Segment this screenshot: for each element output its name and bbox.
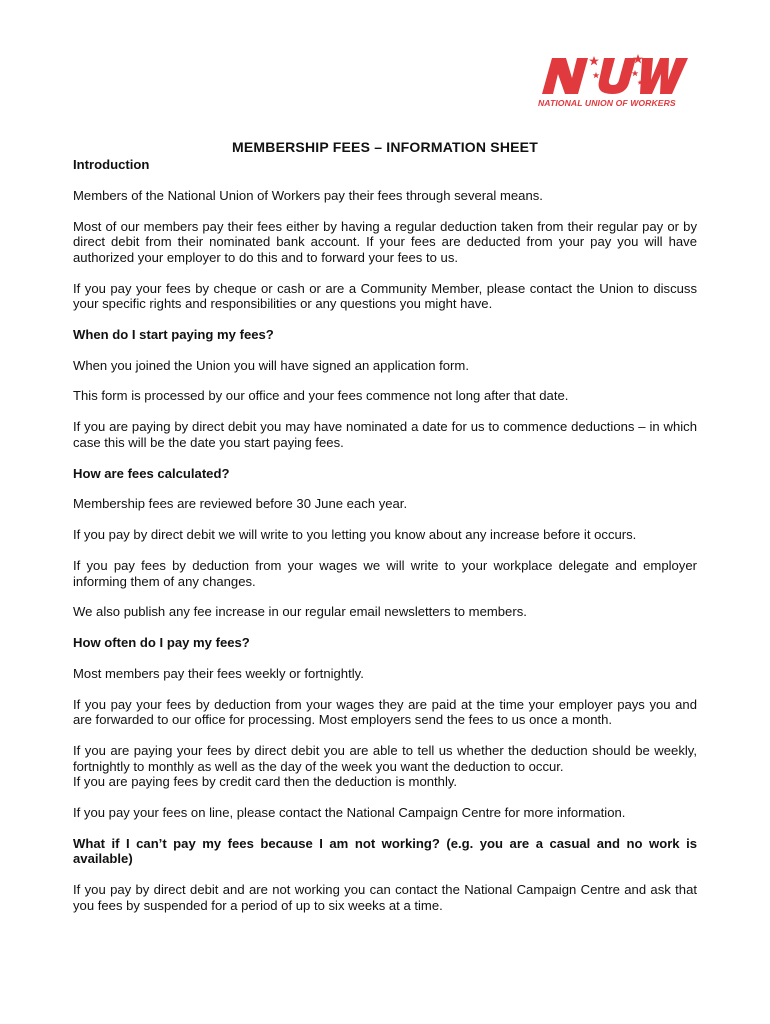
logo-subtitle: NATIONAL UNION OF WORKERS <box>538 98 676 108</box>
section-heading-when-start: When do I start paying my fees? <box>73 326 274 342</box>
paragraph: If you pay by direct debit and are not working you can contact the National Campaign Centre and ask that you fees by suspended for a period of up to six weeks at a time. <box>73 882 697 913</box>
paragraph: When you joined the Union you will have signed an application form. <box>73 357 469 373</box>
page-title: MEMBERSHIP FEES – INFORMATION SHEET <box>232 139 538 155</box>
nuw-logo <box>538 50 698 114</box>
section-heading-how-often: How often do I pay my fees? <box>73 635 250 651</box>
paragraph: If you pay your fees by cheque or cash or are a Community Member, please contact the Union to discuss your specific rights and responsibilities or any questions you might have. <box>73 280 697 312</box>
paragraph-line: If you are paying fees by credit card then the deduction is monthly. <box>73 774 458 790</box>
paragraph: Members of the National Union of Workers pay their fees through several means. <box>73 187 543 203</box>
paragraph: If you pay by direct debit we will write to you letting you know about any increase before it occurs. <box>73 527 637 543</box>
paragraph: If you pay your fees by deduction from your wages they are paid at the time your employer pays you and are forwarded to our office for processing. Most employers send the fees to us once a month. <box>73 696 697 728</box>
paragraph: Membership fees are reviewed before 30 June each year. <box>73 496 408 512</box>
section-heading-introduction: Introduction <box>73 157 150 172</box>
section-heading-how-calculated: How are fees calculated? <box>73 465 230 481</box>
paragraph-line: If you are paying your fees by direct debit you are able to tell us whether the deduction should be weekly, fortnightly to monthly as well as the day of the week you want the deduction to occur. <box>73 743 697 774</box>
paragraph: If you pay fees by deduction from your wages we will write to your workplace delegate and employer informing them of any changes. <box>73 557 697 589</box>
section-heading-cant-pay: What if I can’t pay my fees because I am not working? (e.g. you are a casual and no work is available) <box>73 835 697 867</box>
paragraph: If you pay your fees on line, please contact the National Campaign Centre for more information. <box>73 805 626 821</box>
nuw-logo-mark <box>538 50 698 98</box>
paragraph: This form is processed by our office and your fees commence not long after that date. <box>73 388 569 404</box>
paragraph: We also publish any fee increase in our regular email newsletters to members. <box>73 604 527 620</box>
document-body <box>73 157 697 929</box>
paragraph-group <box>73 743 697 790</box>
paragraph: Most of our members pay their fees either by having a regular deduction taken from their regular pay or by direct debit from their nominated bank account. If your fees are deducted from your pay you will have authorized your employer to do this and to forward your fees to us. <box>73 218 697 265</box>
paragraph: Most members pay their fees weekly or fortnightly. <box>73 665 364 681</box>
paragraph: If you are paying by direct debit you may have nominated a date for us to commence deductions – in which case this will be the date you start paying fees. <box>73 419 697 450</box>
